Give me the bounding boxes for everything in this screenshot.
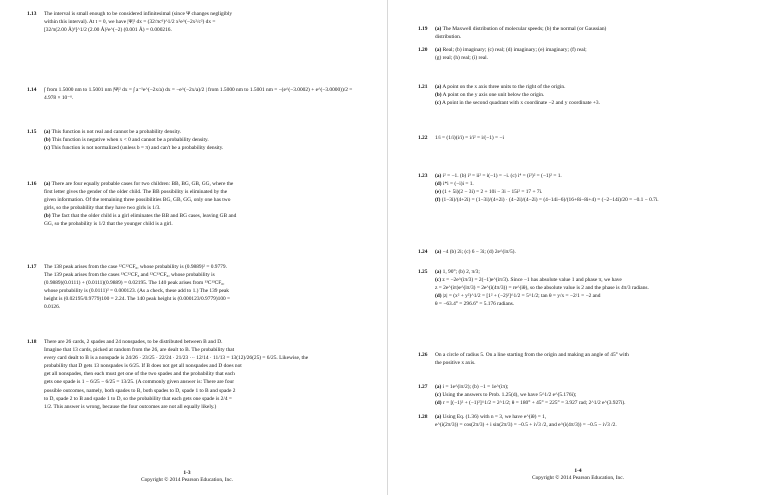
answer-line [44, 18, 362, 26]
problem-answer [44, 180, 362, 229]
answer-line [435, 391, 755, 399]
answer-text: z = 2e^(iπ)e^(iπ/3) = 2e^(i(4π/3)) = re^(iθ), so the absolute value is 2 and the phase is 4π/3 radians. [435, 285, 649, 292]
problem-answer [435, 248, 755, 256]
answer-line [44, 370, 362, 378]
answer-text: i² = −1. (b) i³ = ii² = i(−1) = −i. (c) i⁴ = (i²)² = (−1)² = 1. [442, 173, 562, 179]
answer-line [44, 403, 362, 411]
problem-number: 1.24 [418, 249, 428, 255]
problem-number: 1.23 [418, 173, 428, 179]
answer-text: There are 26 cards, 2 spades and 24 nonspades, to be distributed between B and D. [44, 339, 223, 345]
answer-line [435, 172, 755, 180]
answer-text: −4 (b) 2i; (c) 6 − 3i; (d) 2e^(iπ/5). [442, 249, 516, 255]
answer-text: i*i = (−i)i = 1. [442, 181, 474, 188]
answer-text: given information. Of the remaining three possibilities BG, GB, GG, only one has two [44, 197, 231, 204]
part-label: (a) [435, 414, 442, 420]
problem-answer [435, 351, 755, 367]
answer-line [44, 395, 362, 403]
answer-text: The fact that the older child is a girl eliminates the BB and BG cases, leaving GB and [51, 213, 237, 220]
answer-line [435, 33, 755, 41]
copyright-notice: Copyright © 2014 Pearson Education, Inc. [141, 477, 233, 483]
answer-text: the positive x axis. [435, 360, 476, 367]
answer-text: girls, so the probability that they have two girls is 1/3. [44, 205, 161, 212]
answer-line [44, 144, 362, 152]
part-label: (a) [435, 84, 442, 90]
answer-text: Imagine that 13 cards, picked at random from the 26, are dealt to B. The probability that [44, 347, 235, 354]
answer-line [435, 399, 755, 407]
problem-number: 1.15 [27, 129, 37, 135]
answer-text: e^(i(2π/3)) = cos(2π/3) + i sin(2π/3) = −0.5 + i√3 /2, and e^(i(4π/3)) = −0.5 − i√3 /2. [435, 422, 617, 429]
answer-text: There are four equally probable cases for two children: BB, BG, GB, GG, where the [51, 181, 234, 187]
answer-text: |z| = (x² + y²)^1/2 = [1² + (−2)²]^1/2 = 5^1/2; tan θ = y/x = −2/1 = −2 and [442, 293, 601, 300]
problem-answer [435, 46, 755, 62]
part-label: (b) [435, 92, 442, 99]
answer-line [44, 196, 362, 204]
part-label: (c) [435, 277, 441, 284]
problem-number: 1.28 [418, 414, 428, 420]
answer-line [435, 91, 755, 99]
answer-line [44, 212, 362, 220]
answer-line [435, 99, 755, 107]
answer-text: probability that D gets 13 nonspades is 6/25. If B does not get all nonspades and D does not [44, 363, 242, 370]
answer-line [44, 295, 362, 303]
problem-answer [435, 383, 755, 407]
answer-text: to D, spade 2 to B and spade 1 to D, so the probability that each gets one spade is 2/4 = [44, 395, 232, 402]
answer-line [44, 220, 362, 228]
answer-line [44, 362, 362, 370]
problem-answer [435, 134, 755, 142]
answer-text: 0.0126. [44, 304, 61, 311]
answer-text: The interval is small enough to be considered infinitesimal (since Ψ changes negligibly [44, 11, 233, 17]
problem-number: 1.22 [418, 135, 428, 141]
answer-text: within this interval). At t = 0, we have |Ψ|² dx = (32/πc⁶)^1/2 x²e^(−2x²/c²) dx = [44, 19, 216, 26]
answer-text: height is (0.02195/0.9779)100 = 2.24. The 140 peak height is (0.000123/0.9779)100 = [44, 296, 231, 303]
answer-text: A point on the y axis one unit below the origin. [442, 92, 545, 99]
part-label: (a) [44, 181, 51, 187]
part-label: (a) [435, 173, 442, 179]
problem-number: 1.13 [27, 11, 37, 17]
part-label: (a) [435, 249, 442, 255]
answer-text: first letter gives the gender of the older child. The BB possibility is eliminated by the [44, 189, 228, 196]
part-label: (f) [435, 197, 441, 204]
part-label: (c) [435, 100, 441, 107]
problem-number: 1.21 [418, 84, 428, 90]
answer-line [44, 204, 362, 212]
answer-text: z = −2e^(iπ/3) = 2(−1)e^(iπ/3). Since −1 has absolute value 1 and phase π, we have [442, 277, 622, 284]
problem-answer [435, 83, 755, 107]
problem-answer [435, 25, 755, 41]
answer-text: This function is negative when x < 0 and cannot be a probability density. [51, 137, 209, 144]
answer-text: The 138 peak arises from the case ¹²C¹²CF₆, whose probability is (0.9889)² = 0.9779. [44, 264, 227, 270]
answer-text: r = [(−1)² + (−1)²]^1/2 = 2^1/2; θ = 180° + 45° = 225° = 3.927 rad; 2^1/2 e^(3.927i). [442, 400, 626, 407]
answer-text: (1−3i)/(4+2i) = (1−3i)/(4+2i) · (4−2i)/(4−2i) = (4−14i−6)/(16+8i−8i+4) = (−2−14i)/20 = −0.1 − 0.7i. [441, 197, 659, 204]
problem-number: 1.19 [418, 26, 428, 32]
answer-line [44, 180, 362, 188]
answer-line [435, 196, 755, 204]
answer-line [435, 359, 755, 367]
answer-line [44, 26, 362, 34]
answer-text: Real; (b) imaginary; (c) real; (d) imaginary; (e) imaginary; (f) real; [442, 47, 587, 53]
answer-text: 1, 90°; (b) 2, π/3; [442, 269, 480, 275]
problem-answer [44, 338, 362, 411]
answer-line [44, 271, 362, 279]
problem-answer [44, 86, 362, 102]
problem-answer [435, 413, 755, 429]
answer-line [435, 383, 755, 391]
problem-answer [44, 10, 362, 34]
problem-answer [44, 128, 362, 152]
answer-text: The Maxwell distribution of molecular speeds; (b) the normal (or Gaussian) [442, 26, 607, 32]
answer-line [44, 338, 362, 346]
page-footer [418, 468, 738, 482]
answer-text: The 139 peak arises from the cases ¹³C¹²CF₆ and ¹²C¹³CF₆, whose probability is [44, 272, 215, 279]
answer-line [44, 287, 362, 295]
page-number: 1-4 [574, 468, 582, 474]
right-page [388, 0, 776, 495]
answer-text: 1/i = (1/i)(i/i) = i/i² = i/(−1) = −i [435, 135, 504, 141]
answer-line [435, 268, 755, 276]
part-label: (d) [435, 400, 442, 407]
part-label: (a) [435, 26, 442, 32]
answer-text: i = 1e^(iπ/2); (b) −1 = 1e^(iπ); [442, 384, 509, 390]
answer-line [44, 378, 362, 386]
answer-text: whose probability is (0.0111)² = 0.000123. (As a check, these add to 1.) The 139 peak [44, 288, 230, 295]
problem-number: 1.25 [418, 269, 428, 275]
answer-line [44, 279, 362, 287]
answer-text: Using Eq. (1.36) with n = 3, we have e^(iθ) = 1, [442, 414, 547, 420]
answer-text: every card dealt to B is a nonspade is 24/26 · 23/25 · 22/24 · 21/23 ··· 12/14 · 11/13 = 13(12)/26(25) = 6/25. Likewise, the [44, 355, 309, 362]
answer-text: get all nonspades, then each must get one of the two spades and the probability that each [44, 371, 235, 378]
part-label: (d) [435, 293, 442, 300]
answer-line [435, 180, 755, 188]
part-label: (d) [435, 181, 442, 188]
answer-text: θ = −63.4° = 296.6° = 5.176 radians. [435, 301, 515, 308]
answer-line [435, 413, 755, 421]
part-label: (c) [435, 392, 441, 399]
answer-line [44, 94, 362, 102]
answer-line [435, 134, 755, 142]
part-label: (e) [435, 189, 441, 196]
answer-text: This function is not normalized (unless b = π) and can't be a probability density. [51, 145, 224, 152]
answer-line [44, 128, 362, 136]
problem-answer [435, 172, 755, 204]
part-label: (a) [435, 269, 442, 275]
answer-text: [32/π(2.00 Å)⁶]^1/2 (2.00 Å)²e^(−2) (0.001 Å) = 0.000216. [44, 27, 172, 34]
part-label: (a) [435, 384, 442, 390]
answer-line [44, 86, 362, 94]
answer-text: 1/2. This answer is wrong, because the four outcomes are not all equally likely.) [44, 403, 217, 410]
answer-line [435, 276, 755, 284]
problem-number: 1.20 [418, 47, 428, 53]
copyright-notice: Copyright © 2014 Pearson Education, Inc. [532, 475, 624, 481]
answer-text: (g) real; (h) real; (i) real. [435, 55, 488, 62]
answer-line [44, 136, 362, 144]
answer-text: distribution. [435, 34, 462, 41]
problem-number: 1.14 [27, 87, 37, 93]
answer-line [44, 303, 362, 311]
answer-text: A point in the second quadrant with x coordinate −2 and y coordinate +3. [442, 100, 600, 107]
answer-text: (0.9889)(0.0111) + (0.0111)(0.9889) = 0.02195. The 140 peak arises from ¹³C¹³CF₆, [44, 280, 225, 287]
part-label: (a) [44, 129, 51, 135]
answer-line [435, 421, 755, 429]
page-footer [27, 470, 347, 484]
answer-line [435, 284, 755, 292]
answer-text: Using the answers to Prob. 1.25(d), we have 5^1/2 e^(5.176i); [442, 392, 577, 399]
problem-answer [435, 268, 755, 308]
answer-text: GG, so the probability is 1/2 that the younger child is a girl. [44, 221, 173, 228]
answer-line [435, 83, 755, 91]
problem-number: 1.18 [27, 339, 37, 345]
problem-number: 1.27 [418, 384, 428, 390]
answer-line [44, 263, 362, 271]
answer-line [435, 46, 755, 54]
answer-line [44, 354, 362, 362]
page-number: 1-3 [183, 470, 191, 476]
answer-line [435, 292, 755, 300]
answer-line [44, 346, 362, 354]
answer-text: This function is not real and cannot be a probability density. [51, 129, 182, 135]
part-label: (b) [44, 137, 51, 144]
answer-text: gets one spade is 1 − 6/25 − 6/25 = 13/25. (A commonly given answer is: There are four [44, 379, 235, 386]
answer-line [435, 248, 755, 256]
answer-line [435, 54, 755, 62]
answer-line [435, 351, 755, 359]
part-label: (b) [44, 213, 51, 220]
problem-number: 1.17 [27, 264, 37, 270]
answer-text: possible outcomes, namely, both spades to B, both spades to D, spade 1 to B and spade 2 [44, 387, 236, 394]
answer-line [435, 25, 755, 33]
problem-answer [44, 263, 362, 312]
answer-text: (1 + 5i)(2 − 3i) = 2 + 10i − 3i − 15i² = 17 + 7i. [442, 189, 543, 196]
answer-line [44, 10, 362, 18]
answer-text: A point on the x axis three units to the right of the origin. [442, 84, 566, 90]
answer-line [44, 188, 362, 196]
part-label: (a) [435, 47, 442, 53]
answer-text: ∫ from 1.5000 nm to 1.5001 nm |Ψ|² dx = ∫ a⁻¹e^(−2x/a) dx = −e^(−2x/a)/2 | from 1.5000 nm to 1.5001 nm = −(e^(−3.0002) + e^(−3.0000))/2 = [44, 87, 353, 93]
answer-line [435, 188, 755, 196]
answer-text: On a circle of radius 5. On a line starting from the origin and making an angle of 45° with [435, 352, 629, 358]
answer-line [44, 387, 362, 395]
answer-text: 4.978 × 10⁻⁶. [44, 95, 74, 102]
answer-line [435, 300, 755, 308]
part-label: (c) [44, 145, 50, 152]
problem-number: 1.16 [27, 181, 37, 187]
problem-number: 1.26 [418, 352, 428, 358]
